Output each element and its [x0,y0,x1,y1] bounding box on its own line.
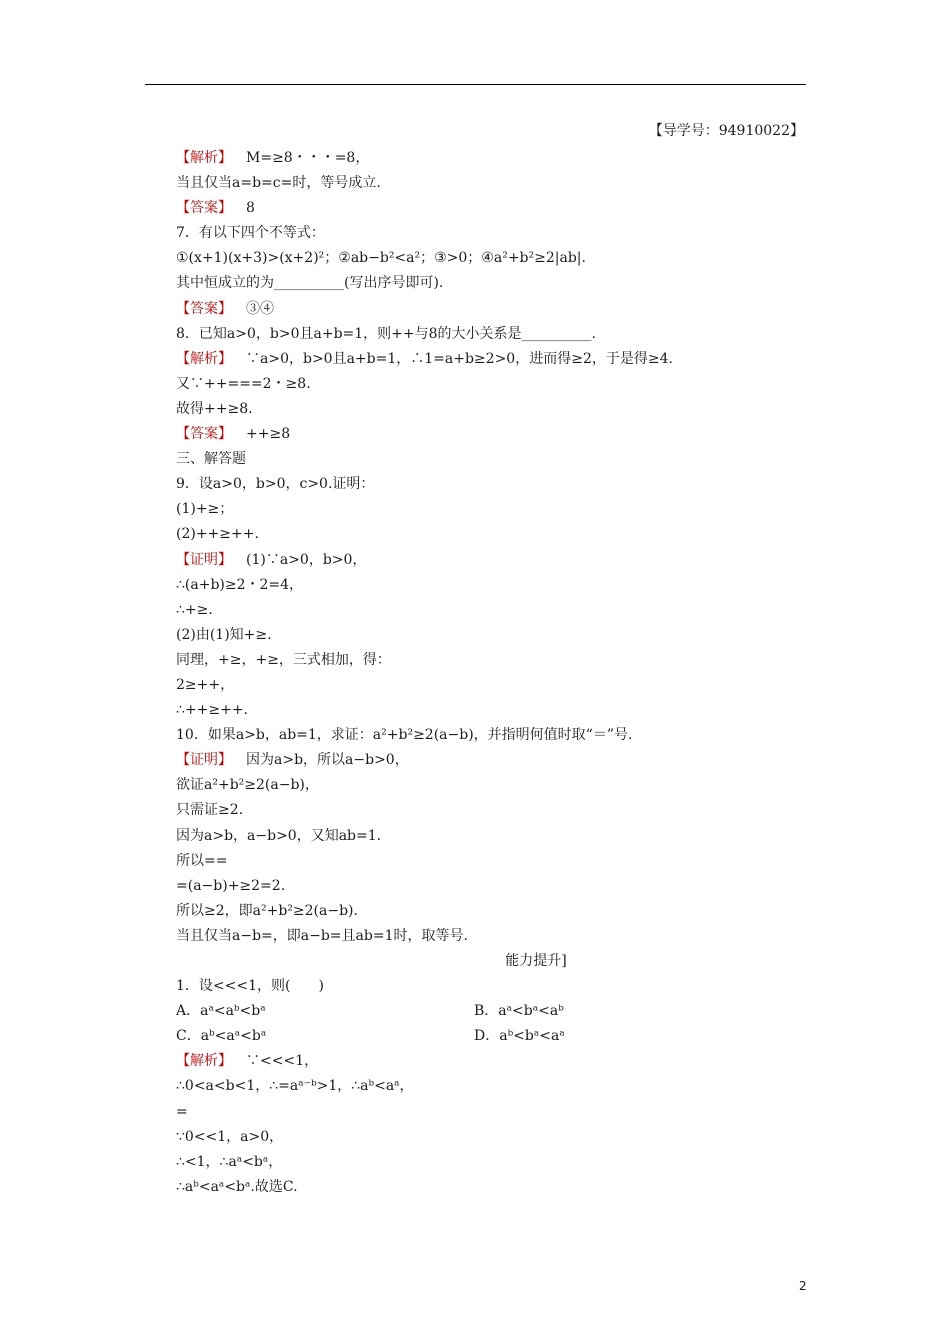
answer-tag: 【答案】 [176,200,232,217]
text-line: 【解析】 ∵<<<1， [176,1053,319,1070]
text-line: 同理，+≥，+≥，三式相加，得： [176,651,391,668]
options-row [176,999,806,1024]
text-line: (1)+≥； [176,501,234,518]
text-line: ∵0<<1，a>0， [176,1128,284,1145]
analysis-tag: 【解析】 [176,150,232,166]
text-line: 又∵++===2・≥8. [176,375,311,392]
option-a: A．aᵃ<aᵇ<bᵃ [176,1003,266,1020]
document-body [176,146,806,1200]
option-c: C．aᵇ<aᵃ<bᵃ [176,1028,267,1045]
question-9: 9．设a>0，b>0，c>0.证明： [176,476,375,493]
text-line: 当且仅当a=b=c=时，等号成立. [176,175,381,192]
text-line: (2)++≥++. [176,526,259,543]
text-line: ∴aᵇ<aᵃ<bᵃ.故选C. [176,1178,298,1195]
answer-tag: 【答案】 [176,300,232,317]
text-line: ①(x+1)(x+3)>(x+2)²；②ab−b²<a²；③>0；④a²+b²≥2|ab|. [176,250,586,267]
text-line: 只需证≥2. [176,802,244,819]
proof-tag: 【证明】 [176,551,232,568]
analysis-tag: 【解析】 [176,1053,232,1070]
section-heading: 三、解答题 [176,451,246,468]
section-heading: 能力提升] [505,953,567,969]
text-line: 所以== [176,852,228,869]
text-line: 当且仅当a−b=，即a−b=且ab=1时，取等号. [176,927,468,944]
text-line: 【解析】 M=≥8・・・=8， [176,150,370,166]
guide-number: 【导学号：94910022】 [648,123,804,139]
answer-tag: 【答案】 [176,426,232,443]
page-number: 2 [799,1279,807,1293]
question-10: 10．如果a>b，ab=1，求证：a²+b²≥2(a−b)，并指明何值时取“＝”号. [176,727,633,744]
option-d: D．aᵇ<bᵃ<aᵃ [474,1028,565,1045]
text-line: 【证明】 因为a>b，所以a−b>0， [176,752,409,769]
text-line: (2)由(1)知+≥. [176,626,272,643]
text-line: 其中恒成立的为__________(写出序号即可). [176,275,444,292]
text-line: 2≥++， [176,676,235,693]
text-line: 故得++≥8. [176,400,253,417]
header-rule [145,84,806,85]
text-line: =(a−b)+≥2=2. [176,877,286,894]
question-7: 7．有以下四个不等式： [176,225,325,242]
text-line: 欲证a²+b²≥2(a−b)， [176,777,319,794]
text-line: ∴+≥. [176,601,213,618]
text-line: 【答案】 ③④ [176,300,274,317]
text-line: ∴0<a<b<1，∴=aᵃ⁻ᵇ>1，∴aᵇ<aᵃ， [176,1078,414,1095]
text-line: 【答案】 8 [176,200,255,217]
question-1: 1．设<<<1，则( ) [176,978,324,995]
proof-tag: 【证明】 [176,752,232,769]
text-line: ∴(a+b)≥2・2=4， [176,576,304,593]
analysis-tag: 【解析】 [176,350,232,367]
text-line: = [176,1103,188,1120]
text-line: 所以≥2，即a²+b²≥2(a−b). [176,902,358,919]
options-row [176,1024,806,1049]
text-line: 【证明】 (1)∵a>0，b>0， [176,551,367,568]
option-b: B．aᵃ<bᵃ<aᵇ [474,1003,564,1020]
text-line: 【解析】 ∵a>0，b>0且a+b=1，∴1=a+b≥2>0，进而得≥2，于是得≥4. [176,350,673,367]
text-line: ∴++≥++. [176,702,249,719]
text-line: ∴<1，∴aᵃ<bᵃ， [176,1153,283,1170]
text-line: 因为a>b，a−b>0，又知ab=1. [176,827,382,844]
text-line: 【答案】 ++≥8 [176,426,291,443]
question-8: 8．已知a>0，b>0且a+b=1，则++与8的大小关系是__________. [176,325,596,342]
